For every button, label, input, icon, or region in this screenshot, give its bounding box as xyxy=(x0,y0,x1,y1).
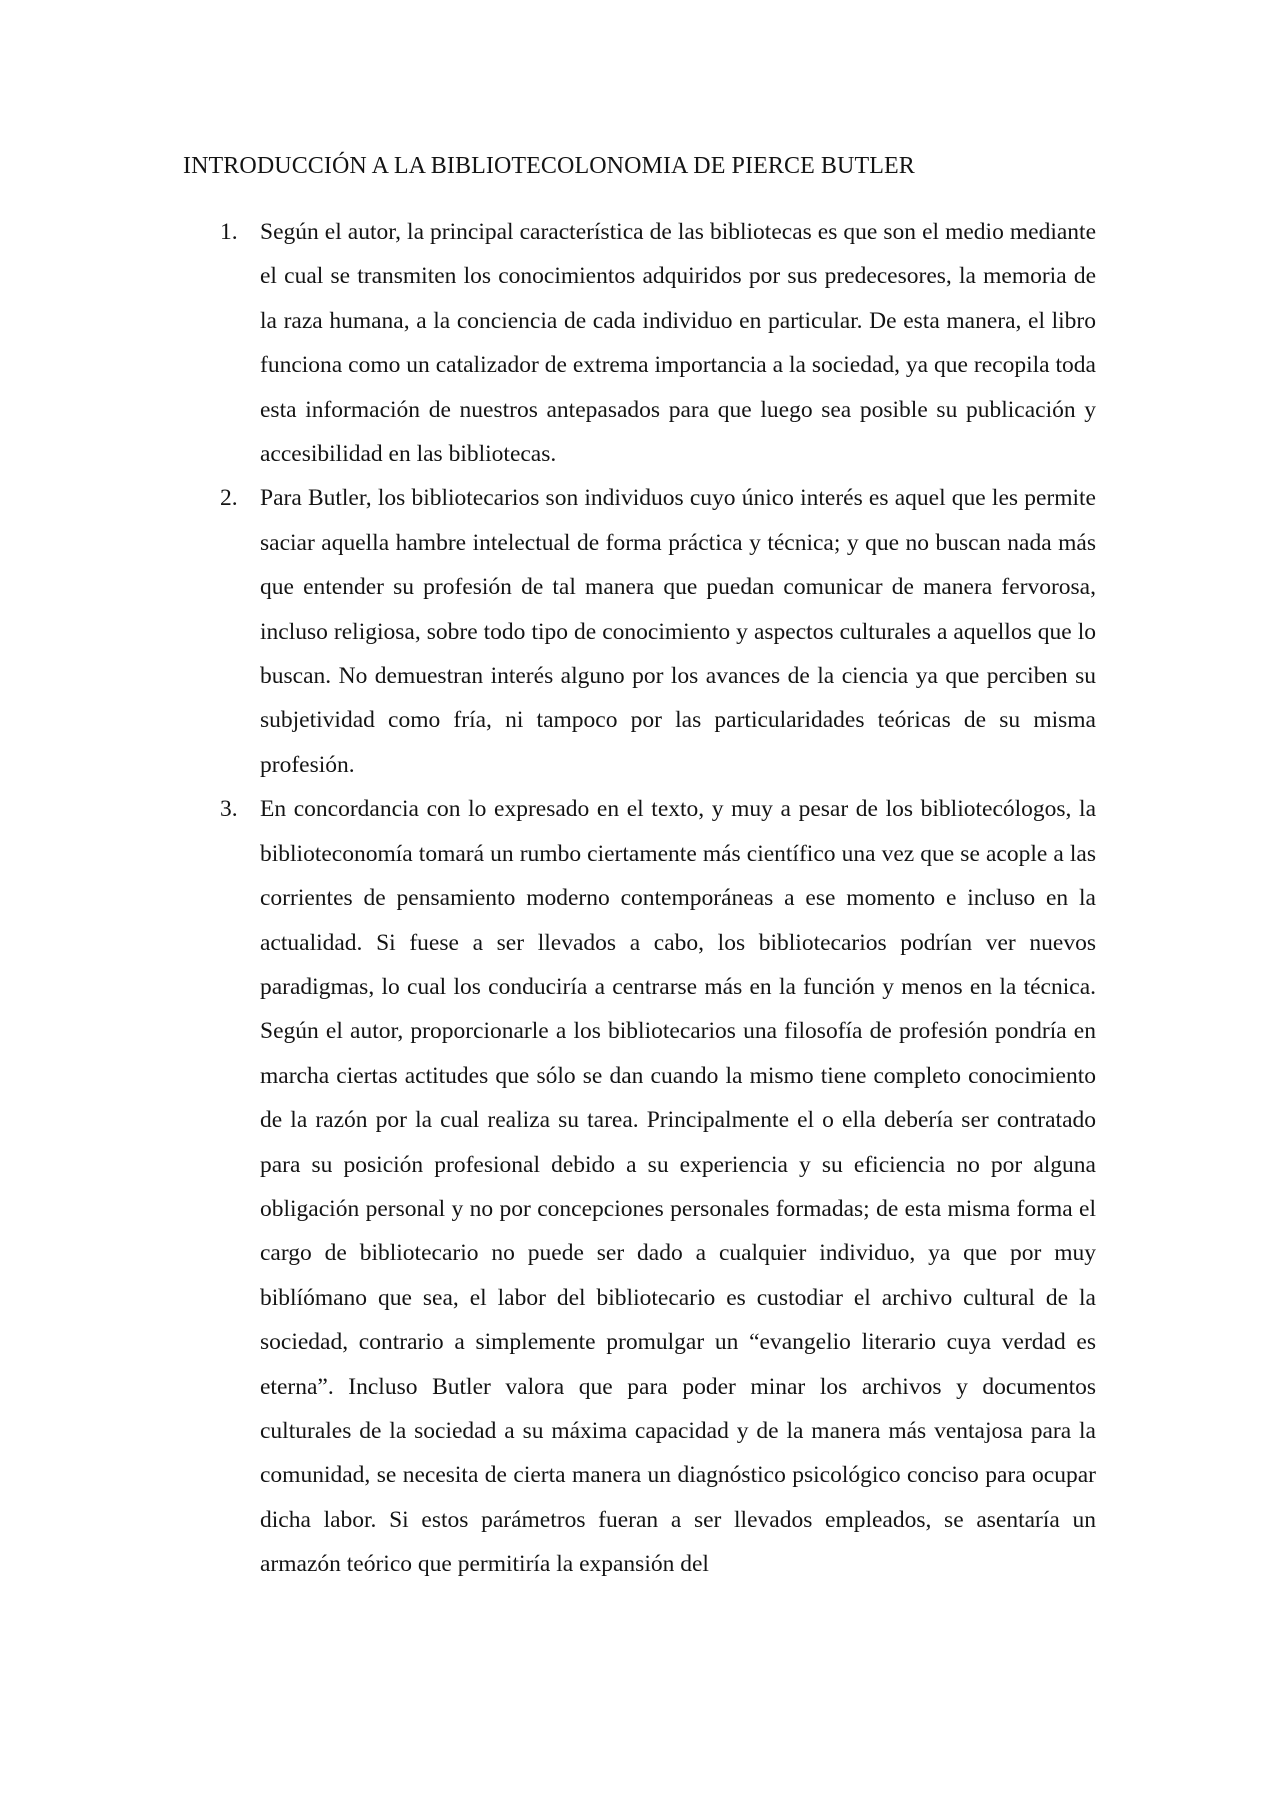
document-title: INTRODUCCIÓN A LA BIBLIOTECOLONOMIA DE PIERCE BUTLER xyxy=(183,153,915,179)
list-item-number: 3. xyxy=(220,796,238,823)
list-item-text: Según el autor, la principal característica de las bibliotecas es que son el medio mediante el cual se transmiten los conocimientos adquiridos por sus predecesores, la memoria de la raza humana, a la conciencia de cada individuo en particular. De esta manera, el libro funciona como un catalizador de extrema importancia a la sociedad, ya que recopila toda esta información de nuestros antepasados para que luego sea posible su publicación y accesibilidad en las bibliotecas. xyxy=(260,219,1096,468)
list-item-text: Para Butler, los bibliotecarios son individuos cuyo único interés es aquel que les permite saciar aquella hambre intelectual de forma práctica y técnica; y que no buscan nada más que entender su profesión de tal manera que puedan comunicar de manera fervorosa, incluso religiosa, sobre todo tipo de conocimiento y aspectos culturales a aquellos que lo buscan. No demuestran interés alguno por los avances de la ciencia ya que perciben su subjetividad como fría, ni tampoco por las particularidades teóricas de su misma profesión. xyxy=(260,485,1096,778)
list-item xyxy=(0,787,1280,1586)
numbered-list xyxy=(0,210,1280,1587)
list-item-number: 2. xyxy=(220,485,238,512)
list-item-number: 1. xyxy=(220,219,238,245)
list-item-text: En concordancia con lo expresado en el texto, y muy a pesar de los bibliotecólogos, la biblioteconomía tomará un rumbo ciertamente más científico una vez que se acople a las corrientes de pensamiento moderno contemporáneas a ese momento e incluso en la actualidad. Si fuese a ser llevados a cabo, los bibliotecarios podrían ver nuevos paradigmas, lo cual los conduciría a centrarse más en la función y menos en la técnica. Según el autor, proporcionarle a los bibliotecarios una filosofía de profesión pondría en marcha ciertas actitudes que sólo se dan cuando la mismo tiene completo conocimiento de la razón por la cual realiza su tarea. Principalmente el o ella debería ser contratado para su posición profesional debido a su experiencia y su eficiencia no por alguna obligación personal y no por concepciones personales formadas; de esta misma forma el cargo de bibliotecario no puede ser dado a cualquier individuo, ya que por muy biblíómano que sea, el labor del bibliotecario es custodiar el archivo cultural de la sociedad, contrario a simplemente promulgar un “evangelio literario cuya verdad es eterna”. Incluso Butler valora que para poder minar los archivos y documentos culturales de la sociedad a su máxima capacidad y de la manera más ventajosa para la comunidad, se necesita de cierta manera un diagnóstico psicológico conciso para ocupar dicha labor. Si estos parámetros fueran a ser llevados empleados, se asentaría un armazón teórico que permitiría la expansión del xyxy=(260,796,1096,1578)
list-item xyxy=(0,210,1280,476)
list-item xyxy=(0,476,1280,787)
